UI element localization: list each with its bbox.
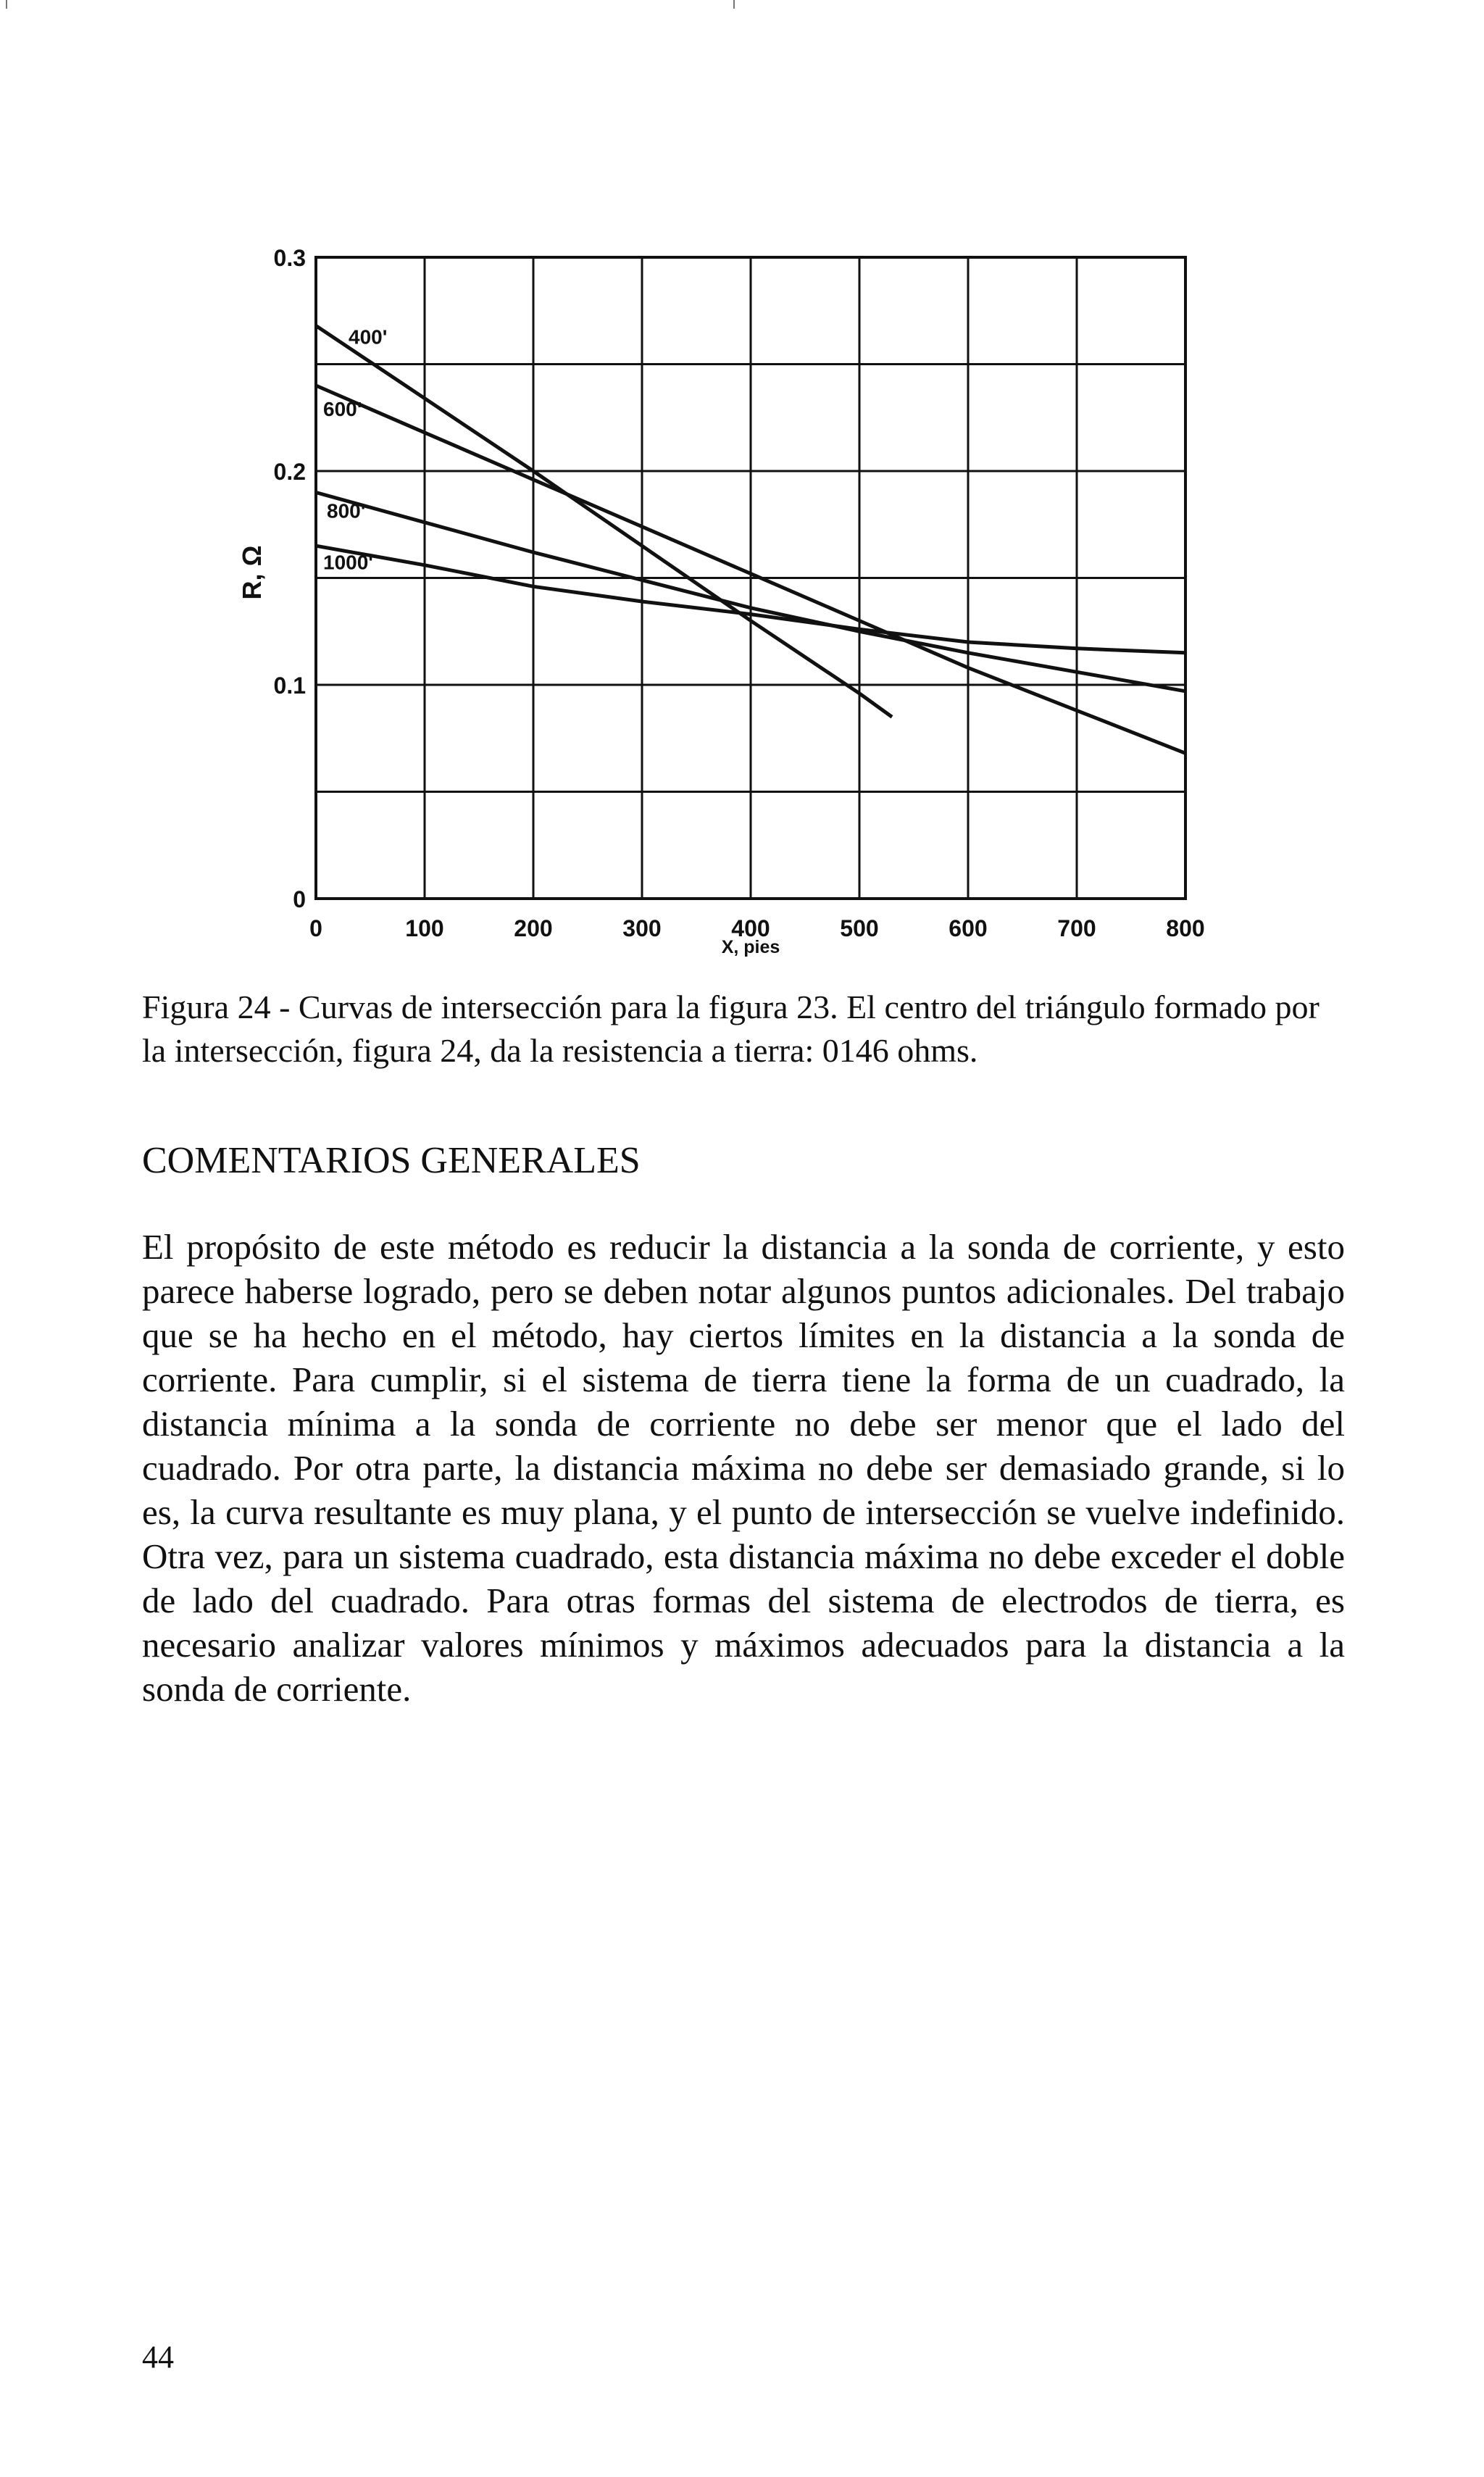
chart-grid xyxy=(316,257,1185,899)
x-tick-label: 0 xyxy=(309,915,322,941)
x-tick-label: 300 xyxy=(622,915,662,941)
section-heading: COMENTARIOS GENERALES xyxy=(142,1140,641,1181)
series-label: 600' xyxy=(323,398,362,420)
intersection-curves-chart xyxy=(217,225,1232,971)
x-tick-label: 200 xyxy=(514,915,553,941)
y-tick-label: 0.1 xyxy=(273,673,306,699)
series-label: 800' xyxy=(327,499,366,523)
page-number: 44 xyxy=(142,2339,174,2375)
x-tick-label: 500 xyxy=(840,915,879,941)
series-line xyxy=(316,325,892,717)
x-tick-label: 600 xyxy=(949,915,988,941)
body-paragraph: El propósito de este método es reducir la distancia a la sonda de corriente, y esto parece haberse logrado, pero se deben notar algunos puntos adicionales. Del trabajo que se ha hecho en el método, hay ciertos límites en la distancia a la sonda de corriente. Para cumplir, si el sistema de tierra tiene la forma de un cuadrado, la distancia mínima a la sonda de corriente no debe ser menor que el lado del cuadrado. Por otra parte, la distancia máxima no debe ser demasiado grande, si lo es, la curva resultante es muy plana, y el punto de intersección se vuelve indefinido. Otra vez, para un sistema cuadrado, esta distancia máxima no debe exceder el doble de lado del cuadrado. Para otras formas del sistema de electrodos de tierra, es necesario analizar valores mínimos y máximos adecuados para la distancia a la sonda de corriente. xyxy=(142,1227,1345,1709)
x-tick-label: 800 xyxy=(1166,915,1205,941)
x-tick-label: 100 xyxy=(405,915,444,941)
series-label: 400' xyxy=(349,325,388,349)
y-tick-label: 0.3 xyxy=(273,245,306,271)
x-tick-label: 700 xyxy=(1057,915,1096,941)
y-axis-label: R, Ω xyxy=(237,545,267,600)
y-tick-label: 0.2 xyxy=(273,459,306,485)
y-tick-label: 0 xyxy=(293,886,306,912)
chart-labels xyxy=(274,245,1205,941)
crop-mark-center xyxy=(733,0,735,9)
crop-mark-left xyxy=(6,0,7,9)
x-tick-label: 400 xyxy=(731,915,770,941)
series-label: 1000' xyxy=(323,551,373,574)
x-axis-label: X, pies xyxy=(721,937,780,957)
figure-caption: Figura 24 - Curvas de intersección para la figura 23. El centro del triángulo formado por la intersección, figura 24, da la resistencia a tierra: 0146 ohms. xyxy=(142,988,1320,1069)
